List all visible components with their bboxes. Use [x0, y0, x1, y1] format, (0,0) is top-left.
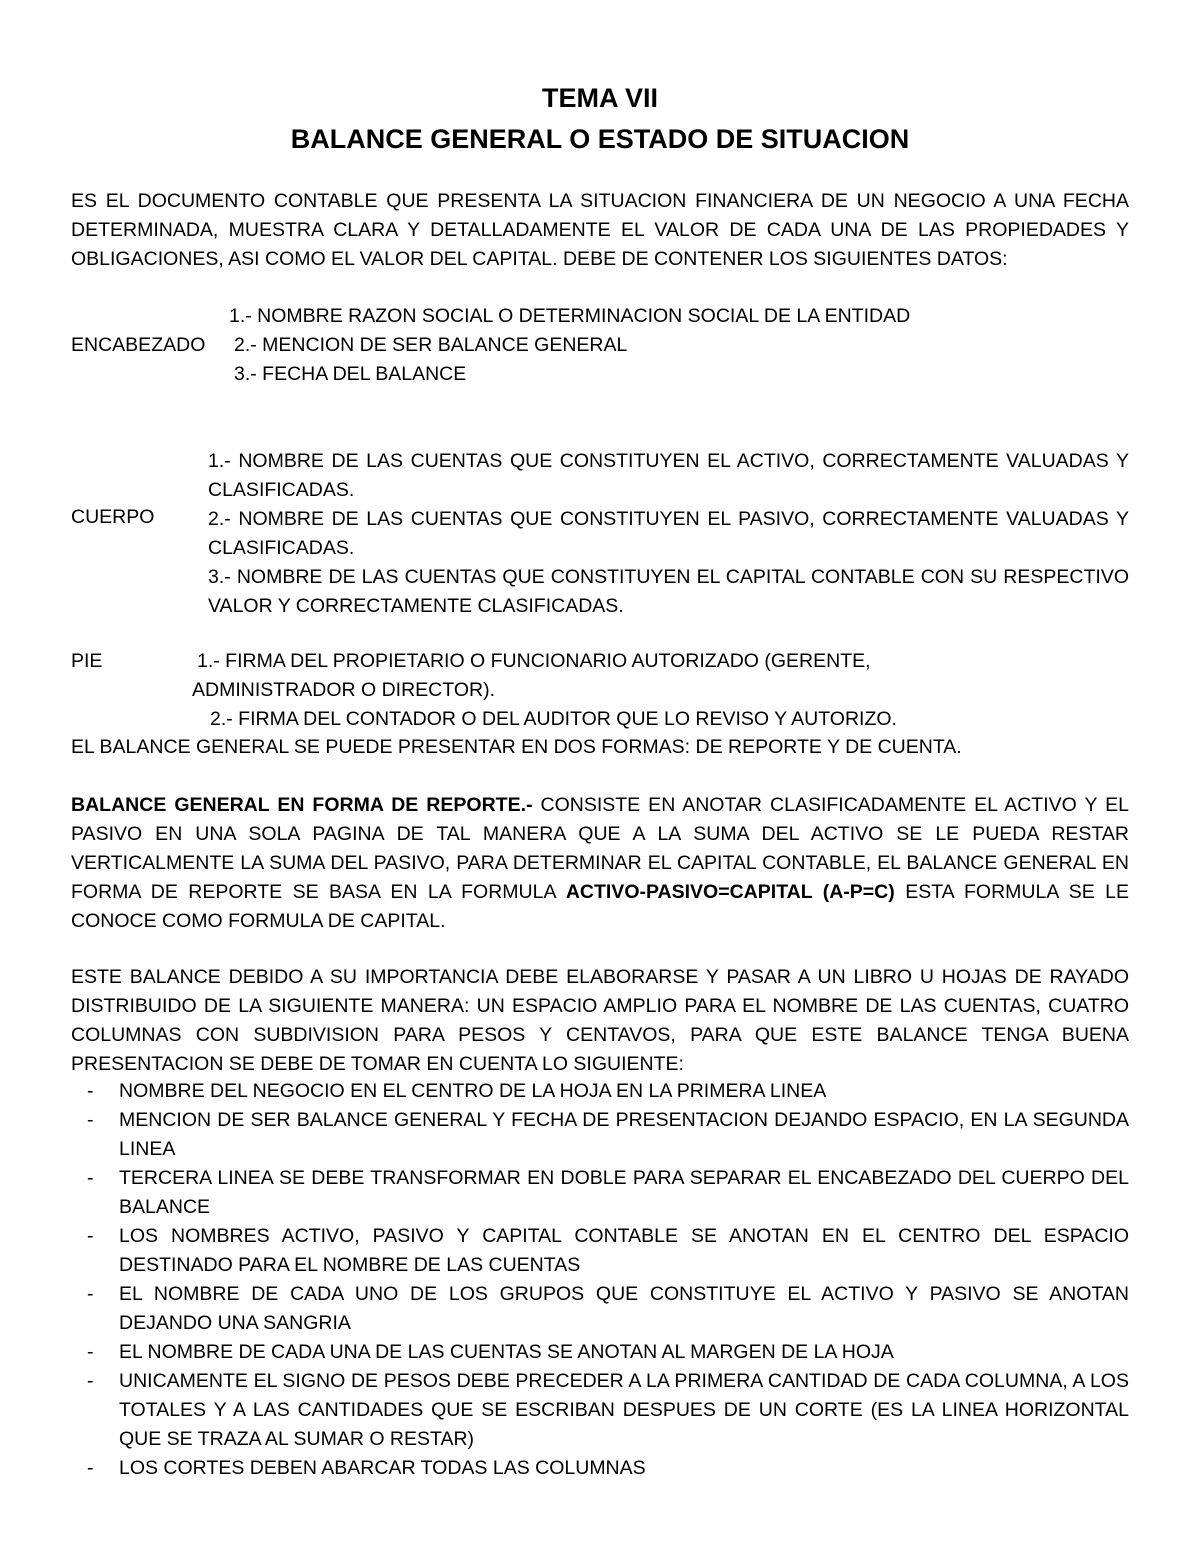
pie-item-2: 2.- FIRMA DEL CONTADOR O DEL AUDITOR QUE LO REVISO Y AUTORIZO. [210, 708, 897, 730]
cuerpo-item-1: 1.- NOMBRE DE LAS CUENTAS QUE CONSTITUYEN EL ACTIVO, CORRECTAMENTE VALUADAS Y CLASIFICADAS. [208, 450, 1129, 501]
bullet-dash: - [87, 1167, 94, 1189]
list-item: - MENCION DE SER BALANCE GENERAL Y FECHA DE PRESENTACION DEJANDO ESPACIO, EN LA SEGUNDA LINEA [71, 1106, 1129, 1164]
bullet-dash: - [87, 1109, 94, 1131]
list-item: - TERCERA LINEA SE DEBE TRANSFORMAR EN DOBLE PARA SEPARAR EL ENCABEZADO DEL CUERPO DEL BALANCE [71, 1164, 1129, 1222]
reporte-formula: ACTIVO-PASIVO=CAPITAL (A-P=C) [565, 881, 895, 903]
encabezado-item-3: 3.- FECHA DEL BALANCE [234, 363, 467, 385]
list-item: - EL NOMBRE DE CADA UNO DE LOS GRUPOS QUE CONSTITUYE EL ACTIVO Y PASIVO SE ANOTAN DEJANDO UNA SANGRIA [71, 1280, 1129, 1338]
bullet-dash: - [87, 1283, 94, 1305]
list-item: - LOS NOMBRES ACTIVO, PASIVO Y CAPITAL CONTABLE SE ANOTAN EN EL CENTRO DEL ESPACIO DESTINADO PARA EL NOMBRE DE LAS CUENTAS [71, 1222, 1129, 1280]
reporte-paragraph [71, 791, 1129, 936]
encabezado-item-2: 2.- MENCION DE SER BALANCE GENERAL [234, 334, 628, 356]
list-item: - UNICAMENTE EL SIGNO DE PESOS DEBE PRECEDER A LA PRIMERA CANTIDAD DE CADA COLUMNA, A LOS TOTALES Y A LAS CANTIDADES QUE SE ESCRIBAN DESPUES DE UN CORTE (ES LA LINEA HORIZONTAL QUE SE TRAZA AL SUMAR O RESTAR) [71, 1367, 1129, 1454]
cuerpo-item-2: 2.- NOMBRE DE LAS CUENTAS QUE CONSTITUYEN EL PASIVO, CORRECTAMENTE VALUADAS Y CLASIFICADAS. [208, 508, 1129, 559]
document-title: TEMA VII [541, 83, 658, 113]
bullet-dash: - [87, 1341, 94, 1363]
intro-paragraph: ES EL DOCUMENTO CONTABLE QUE PRESENTA LA SITUACION FINANCIERA DE UN NEGOCIO A UNA FECHA DETERMINADA, MUESTRA CLARA Y DETALLADAMENTE EL VALOR DE CADA UNA DE LAS PROPIEDADES Y OBLIGACIONES, ASI COMO EL VALOR DEL CAPITAL. DEBE DE CONTENER LOS SIGUIENTES DATOS: [71, 190, 1129, 270]
reporte-text-1: CONSISTE EN ANOTAR CLASIFICADAMENTE EL ACTIVO Y EL PASIVO EN UNA SOLA PAGINA DE TAL MANERA QUE A LA SUMA DEL ACTIVO SE LE PUEDA RESTAR VERTICALMENTE LA SUMA DEL PASIVO, PARA DETERMINAR EL CAPITAL CONTABLE, EL BALANCE GENERAL EN FORMA DE REPORTE SE BASA EN LA FORMULA [71, 794, 1129, 903]
reporte-heading: BALANCE GENERAL EN FORMA DE REPORTE.- [71, 794, 533, 816]
bullet-dash: - [87, 1080, 94, 1102]
list-item: - NOMBRE DEL NEGOCIO EN EL CENTRO DE LA HOJA EN LA PRIMERA LINEA [71, 1077, 1129, 1106]
pie-item-1-line-1: 1.- FIRMA DEL PROPIETARIO O FUNCIONARIO AUTORIZADO (GERENTE, [197, 650, 871, 672]
bullet-dash: - [87, 1225, 94, 1247]
pie-label: PIE [71, 650, 103, 672]
list-item: - EL NOMBRE DE CADA UNA DE LAS CUENTAS SE ANOTAN AL MARGEN DE LA HOJA [71, 1338, 1129, 1367]
bullet-dash: - [87, 1457, 94, 1479]
document-subtitle: BALANCE GENERAL O ESTADO DE SITUACION [290, 124, 910, 154]
cuerpo-label: CUERPO [71, 506, 155, 528]
cuerpo-items [208, 447, 1129, 621]
bullet-dash: - [87, 1370, 94, 1392]
reporte-text-2: ESTA FORMULA SE LE CONOCE COMO FORMULA DE CAPITAL. [71, 881, 1129, 932]
cuerpo-item-3: 3.- NOMBRE DE LAS CUENTAS QUE CONSTITUYEN EL CAPITAL CONTABLE CON SU RESPECTIVO VALOR Y CORRECTAMENTE CLASIFICADAS. [208, 566, 1129, 617]
pie-item-1-line-2: ADMINISTRADOR O DIRECTOR). [192, 679, 495, 701]
encabezado-label: ENCABEZADO [71, 334, 206, 356]
formas-text: EL BALANCE GENERAL SE PUEDE PRESENTAR EN DOS FORMAS: DE REPORTE Y DE CUENTA. [71, 736, 962, 758]
balance-rules-list [71, 1077, 1129, 1483]
encabezado-item-1: 1.- NOMBRE RAZON SOCIAL O DETERMINACION SOCIAL DE LA ENTIDAD [229, 305, 911, 327]
importancia-paragraph: ESTE BALANCE DEBIDO A SU IMPORTANCIA DEBE ELABORARSE Y PASAR A UN LIBRO U HOJAS DE RAYADO DISTRIBUIDO DE LA SIGUIENTE MANERA: UN ESPACIO AMPLIO PARA EL NOMBRE DE LAS CUENTAS, CUATRO COLUMNAS CON SUBDIVISION PARA PESOS Y CENTAVOS, PARA QUE ESTE BALANCE TENGA BUENA PRESENTACION SE DEBE DE TOMAR EN CUENTA LO SIGUIENTE: [71, 966, 1129, 1075]
list-item: - LOS CORTES DEBEN ABARCAR TODAS LAS COLUMNAS [71, 1454, 1129, 1483]
